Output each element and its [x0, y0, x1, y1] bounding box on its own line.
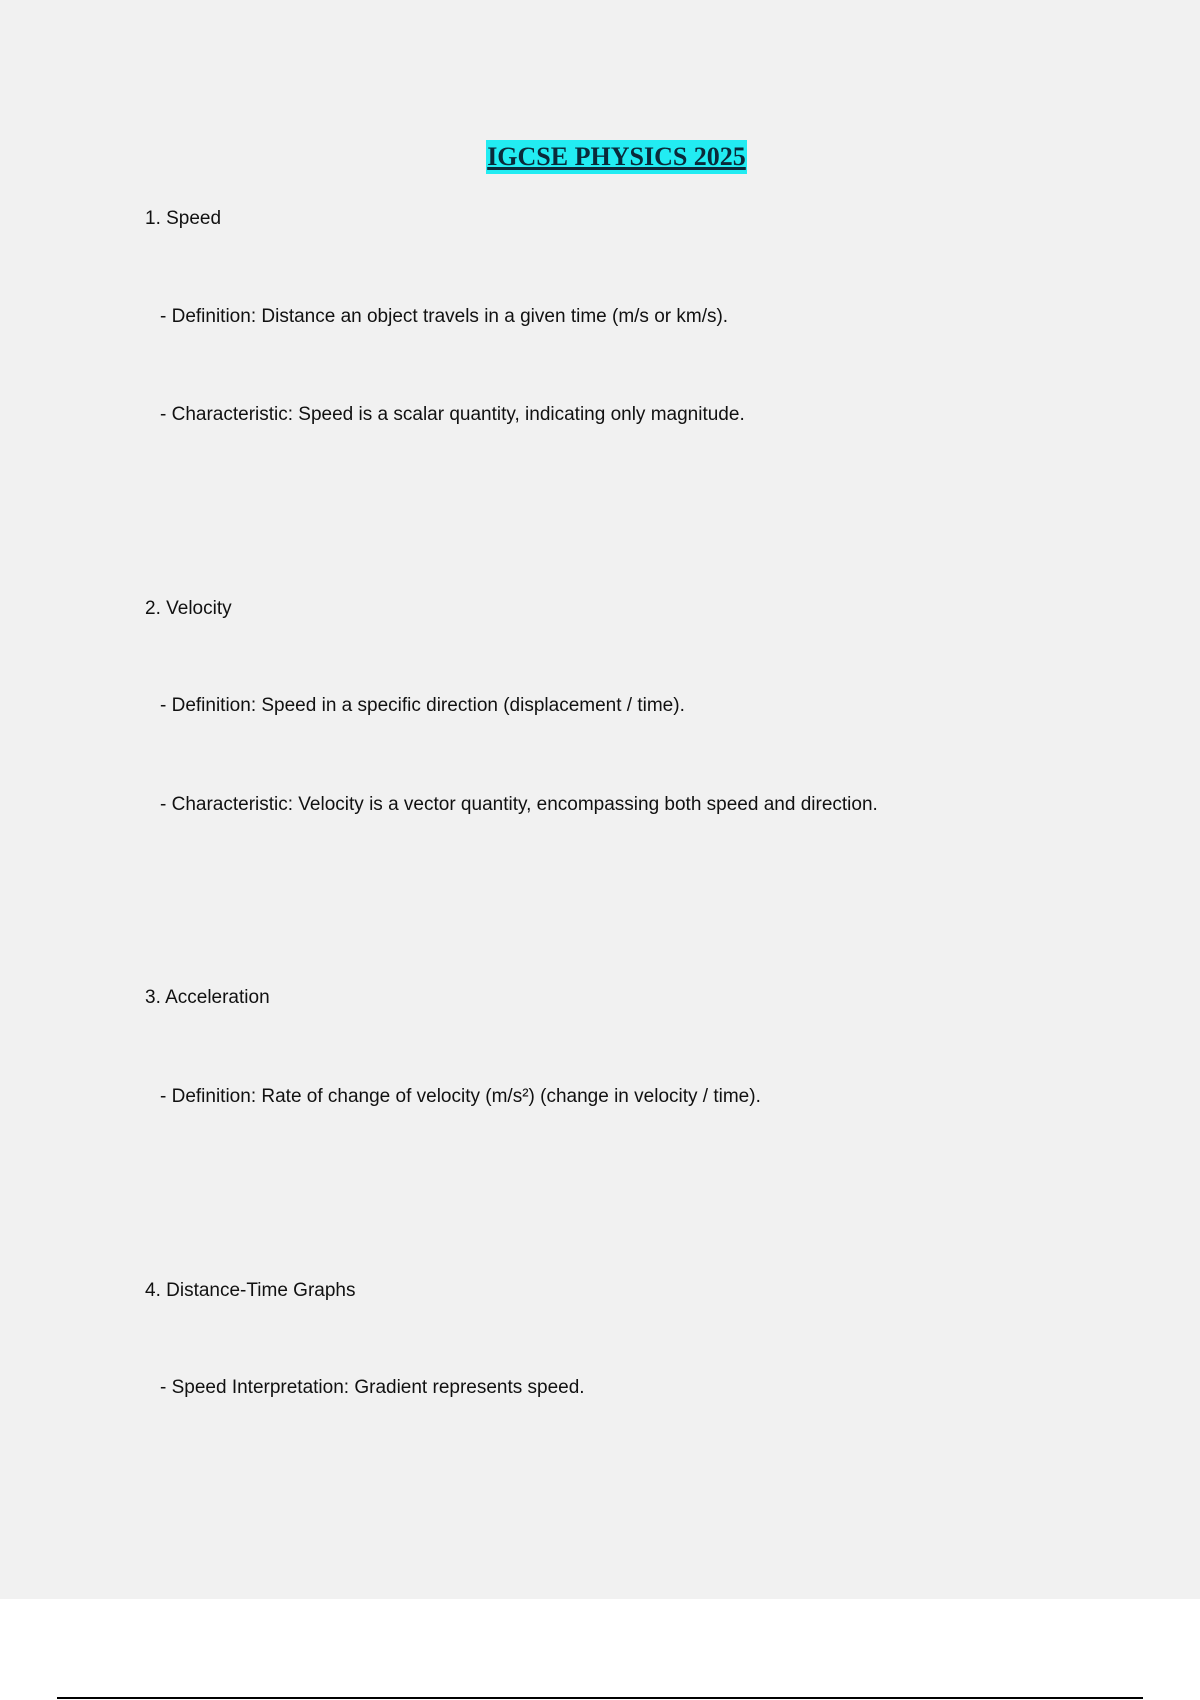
velocity-definition: - Definition: Speed in a specific direction (displacement / time).: [160, 695, 685, 716]
speed-definition: - Definition: Distance an object travels in a given time (m/s or km/s).: [160, 306, 729, 327]
section-heading-distance-time-graphs: 4. Distance-Time Graphs: [145, 1280, 356, 1301]
section-heading-velocity: 2. Velocity: [145, 598, 232, 619]
speed-characteristic: - Characteristic: Speed is a scalar quantity, indicating only magnitude.: [160, 404, 745, 425]
section-heading-speed: 1. Speed: [145, 208, 222, 229]
distance-time-speed-interpretation: - Speed Interpretation: Gradient represents speed.: [160, 1377, 585, 1398]
acceleration-definition: - Definition: Rate of change of velocity (m/s²) (change in velocity / time).: [160, 1086, 761, 1107]
footer-divider: [57, 1697, 1143, 1699]
document-title: IGCSE PHYSICS 2025: [486, 140, 747, 174]
section-heading-acceleration: 3. Acceleration: [145, 987, 270, 1008]
velocity-characteristic: - Characteristic: Velocity is a vector quantity, encompassing both speed and direction.: [160, 794, 878, 815]
title-container: [0, 140, 1200, 174]
